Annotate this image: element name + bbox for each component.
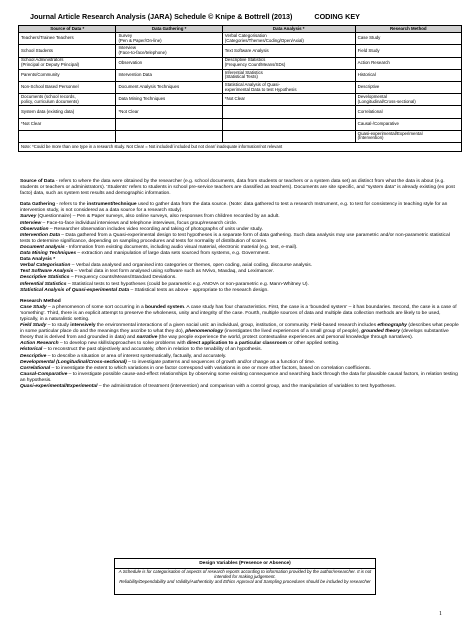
- table-cell: [116, 130, 222, 142]
- text-run: the environmental interactions of a given social unit: an individual, group, institution, or community. Field-based research includes: [95, 323, 378, 329]
- text-run: – a phenomenon of some sort occurring in a: [46, 304, 146, 310]
- table-cell: Developmental (Longitudinal/Cross-sectional): [355, 94, 461, 106]
- text-run: grounded theory: [361, 329, 401, 335]
- table-header-row: [19, 26, 462, 33]
- text-run: ethnography: [377, 323, 408, 329]
- definitions-section: [20, 179, 460, 390]
- term-label: Historical: [20, 347, 43, 353]
- term-definition: – Statistical tests to test hypotheses (could be parametric e.g. ANOVA or non-parametric e.g. Mann-Whitney U).: [66, 281, 309, 287]
- table-cell: Action Research: [355, 57, 461, 69]
- column-header: Data Gathering *: [116, 26, 222, 33]
- term-definition: (Questionnaire) – Pen & Paper surveys, also online surveys, also responses from children recorded by an adult.: [36, 214, 280, 220]
- term-label: Observation: [20, 226, 49, 232]
- table-cell: Interview (Face-to-face/telephone): [116, 45, 222, 57]
- field-study-paragraph: [20, 323, 460, 341]
- design-variables-line-3: Reliability/Dependability and Validity/Authenticity and Ethics Approval and Sampling procedures should be included by researcher: [119, 579, 371, 585]
- research-method-list: [20, 347, 460, 390]
- title-main: Journal Article Research Analysis (JARA) Schedule © Knipe & Bottrell (2013): [30, 12, 293, 21]
- text-run: phenomenology: [185, 329, 224, 335]
- term-label: Intervention Data: [20, 232, 60, 238]
- term-label: Causal-Comparative: [20, 371, 68, 377]
- table-row: [19, 69, 462, 81]
- table-cell: *Not Clear: [222, 94, 355, 106]
- source-of-data-paragraph: Source of Data - refers to where the data were obtained by the researcher (e.g. school documents, data from students or teachers or a system data set) as distinct from what the data is about (e.g. students or teachers or administrators). 'Students' refers to students in school pre-service teachers are classified as teachers). Documents are site specific, and "system data" is already existing (ex post facto) data, such as system test results and demographic information.: [20, 179, 455, 197]
- table-cell: School Administrators (Principal or Deputy Principal): [19, 57, 116, 69]
- table-row: [19, 33, 462, 45]
- term-label: Descriptive: [20, 353, 47, 359]
- text-run: (develops substantive theory that is derived from and grounded in data) and: [20, 329, 449, 341]
- table-row: [19, 130, 462, 142]
- table-cell: Descriptive Statistics (Frequency Count/Means/SDs): [222, 57, 355, 69]
- table-cell: Causal-/Comparative: [355, 118, 461, 130]
- table-cell: Parents/Community: [19, 69, 116, 81]
- term-definition: – to investigate the extent to which variations in one factor correspond with variations in one or more other factors, based on correlation coefficients.: [50, 365, 371, 371]
- data-analysis-list: [20, 263, 460, 293]
- term-definition: – Verbal data analysed and organised into categories or themes, open coding, axial coding, discourse analysis.: [70, 263, 313, 269]
- term-definition: – Face-to-face individual interviews and telephone interviews, focus group/research circle.: [41, 220, 238, 226]
- table-note: Note: *Could be more than one type in a research study. Not Clear = Not included/ included but not clear/ inadequate information/not relevant: [19, 142, 462, 151]
- table-cell: Verbal Categorisation (Categories/Themes/Coding/Open/Axial): [222, 33, 355, 45]
- text-run: (the way people experience the world, protect contextualise experiences and personal knowledge through narratives).: [157, 335, 414, 341]
- term-label: Document analysis: [20, 244, 65, 250]
- table-cell: [222, 118, 355, 130]
- text-run: intensively: [70, 323, 96, 329]
- table-body: [19, 33, 462, 152]
- term-definition: – Statistical tests as above - appropriate to the research design.: [129, 287, 269, 293]
- table-cell: Intervention Data: [116, 69, 222, 81]
- design-variables-box: [114, 558, 376, 595]
- table-row: [19, 106, 462, 118]
- term-definition: – Verbal data in text form analysed using software such as NVivo, Maxdaq, and Leximancer.: [73, 269, 274, 275]
- table-cell: Statistical Analysis of Quasi- experimental Data to test Hypothesis: [222, 81, 355, 93]
- research-method-item: [20, 372, 460, 384]
- term-label: Data Mining Techniques: [20, 251, 77, 257]
- term-label: Correlational: [20, 365, 51, 371]
- text-run: (describes what people in some particular place do and the meanings they ascribe to what they do),: [20, 323, 459, 335]
- text-run: direct application to a particular classroom: [186, 341, 287, 347]
- term-label: Interview: [20, 220, 42, 226]
- table-cell: Quasi-experimental/Experimental (Intervention): [355, 130, 461, 142]
- design-variables-line-1: A Schedule is for categorisation of aspects of research reports according to information provided by the author/researcher. It is not: [118, 569, 372, 574]
- text-run: narrative: [136, 335, 158, 341]
- table-cell: Non-School Based Personnel: [19, 81, 116, 93]
- table-cell: School Students: [19, 45, 116, 57]
- design-variables-title: Design Variables (Presence or Absence): [199, 561, 291, 566]
- term-label: Quasi-experimental/Experimental: [20, 384, 98, 389]
- table-cell: [222, 130, 355, 142]
- table-cell: Field Study: [355, 45, 461, 57]
- text-run: . A case study has four characteristics. First, the case is a 'bounded system' – it has boundaries. Second, the case is a case of 'something'. Third, there is an explicit attempt to preserve the wholeness, unity and integrity of the case. Fourth, multiple sources of data and multiple data collection methods are likely to be used, typically, in a naturalistic setting.: [20, 304, 457, 322]
- table-row: [19, 81, 462, 93]
- table-cell: Historical: [355, 69, 461, 81]
- term-label: Survey: [20, 214, 37, 220]
- term-definition: – to investigate possible cause-and-effect relationships by observing some existing consequence and searching back through the data for plausible causal factors, in relation testing an hypothesis.: [20, 371, 458, 383]
- table-cell: Data Mining Techniques: [116, 94, 222, 106]
- table-cell: Descriptive: [355, 81, 461, 93]
- table-row: [19, 45, 462, 57]
- design-variables-line-2: intended for making judgement.: [214, 574, 276, 580]
- text-run: Case Study: [20, 304, 47, 310]
- coding-key-table: [18, 25, 462, 152]
- research-method-heading: Research Method: [20, 298, 61, 304]
- text-run: bounded system: [145, 304, 184, 310]
- text-run: Field Study: [20, 323, 47, 329]
- data-gathering-item: [20, 233, 460, 245]
- table-cell: [116, 118, 222, 130]
- table-cell: [222, 106, 355, 118]
- term-definition: – Frequency counts/Means/Standard Deviations.: [69, 275, 177, 281]
- table-row: [19, 118, 462, 130]
- data-gathering-paragraph: Data Gathering - refers to the instrument/technique used to gather data from the data source. (Note: data gathered to test a research Instrument, e.g. to test for consistency in teaching style for an intervention study, is not considered as a data source for a research study).: [20, 202, 448, 214]
- column-header: Data Analysis *: [222, 26, 355, 33]
- term-definition: – to describe a situation or area of interest systematically, factually, and accurately.: [46, 353, 227, 359]
- table-cell: Teachers/Trainee Teachers: [19, 33, 116, 45]
- document-title: [30, 12, 470, 21]
- term-definition: – the administration of treatment (intervention) and comparison with a control group, and the manipulation of variables to test hypotheses.: [97, 384, 396, 389]
- term-label: Text Software Analysis: [20, 269, 74, 275]
- table-row: [19, 94, 462, 106]
- term-definition: – extraction and manipulation of large data sets sourced from systems, e.g. Government.: [76, 251, 270, 257]
- case-study-paragraph: [20, 305, 460, 323]
- term-label: Developmental (Longitudinal/Cross-sectional): [20, 359, 127, 365]
- table-cell: Correlational: [355, 106, 461, 118]
- term-label: Verbal Categorisation: [20, 263, 71, 269]
- table-cell: Document Analysis Techniques: [116, 81, 222, 93]
- table-cell: Case Study: [355, 33, 461, 45]
- coding-key-label: CODING KEY: [314, 12, 360, 21]
- table-cell: *Not Clear: [19, 118, 116, 130]
- table-cell: Inferential Statistics (Statistical Tests): [222, 69, 355, 81]
- table-note-row: [19, 142, 462, 151]
- term-label: Statistical Analysis of Quasi-experimental Data: [20, 287, 130, 293]
- column-header: Research Method: [355, 26, 461, 33]
- table-cell: System data (existing data): [19, 106, 116, 118]
- table-cell: Observation: [116, 57, 222, 69]
- term-definition: - Information from existing documents, including audio visual material, electronic material (e.g. text, e-mail).: [64, 244, 298, 250]
- term-label: Inferential Statistics: [20, 281, 67, 287]
- page-number: 1: [439, 611, 442, 617]
- table-row: [19, 57, 462, 69]
- table-cell: Documents (school records, policy, curriculum documents): [19, 94, 116, 106]
- text-run: – to study: [46, 323, 71, 329]
- research-method-item: [20, 384, 460, 390]
- table-cell: Survey (Pen & Paper/On-line): [116, 33, 222, 45]
- term-definition: – Researcher observation includes video recording and taking of photographs of units under study.: [48, 226, 263, 232]
- text-run: – to develop new skills/approaches to solve problems with: [58, 341, 187, 347]
- table-cell: [19, 130, 116, 142]
- data-gathering-list: [20, 214, 460, 257]
- text-run: or other applied setting.: [286, 341, 340, 347]
- data-analysis-heading: Data Analysis *: [20, 257, 56, 263]
- term-definition: – to investigate patterns and sequences of growth and/or change as a function of time.: [126, 359, 316, 365]
- text-run: Action Research: [20, 341, 59, 347]
- table-cell: *Not Clear: [116, 106, 222, 118]
- term-definition: – Data gathered from a Quasi-experimental design to test hypotheses is a separate form of data gathering. Such data analysis may use parametric and/or non-parametric statistical tests to determine significance, depending on sampling procedures and tests for normality of distribution of scores.: [20, 232, 450, 244]
- term-label: Descriptive Statistics: [20, 275, 70, 281]
- term-definition: – to reconstruct the past objectively and accurately, often in relation to the tenability of an hypothesis.: [42, 347, 262, 353]
- table-cell: Text Software Analysis: [222, 45, 355, 57]
- column-header: Source of Data *: [19, 26, 116, 33]
- text-run: (investigates the lived experiences of a small group of people),: [223, 329, 362, 335]
